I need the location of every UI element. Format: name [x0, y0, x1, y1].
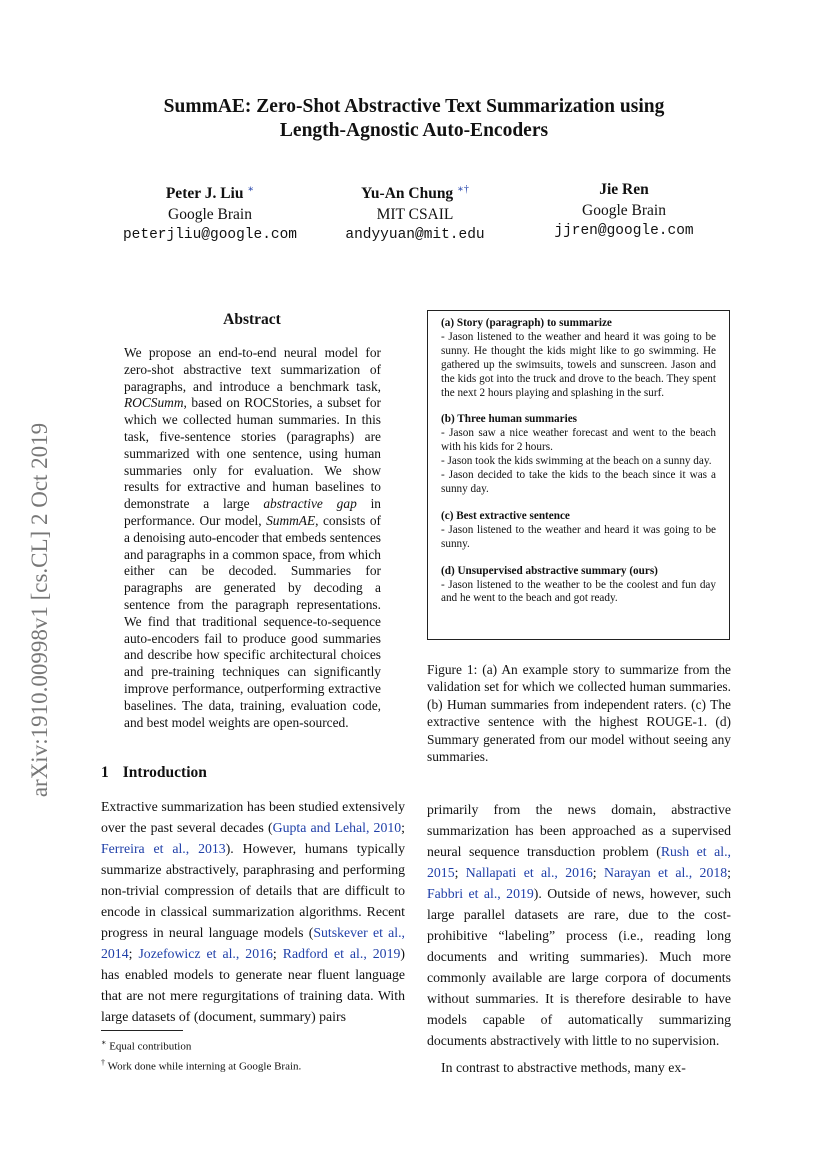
figure-part-c	[441, 510, 716, 552]
author-3	[519, 180, 729, 242]
section-heading-introduction	[101, 764, 207, 782]
citation-link[interactable]: Nallapati et al., 2016	[465, 865, 593, 880]
footnote-rule	[101, 1030, 183, 1031]
author-name: Peter J. Liu	[165, 185, 244, 203]
figure-summary-item: - Jason saw a nice weather forecast and went to the beach with his kids for 2 hours.	[441, 427, 716, 454]
footnote-1: ∗ Equal contribution	[101, 1038, 192, 1053]
figure-part-c-heading: (c) Best extractive sentence	[441, 509, 570, 522]
figure-part-a-text: - Jason listened to the weather and heard it was going to be sunny. He thought the kids might like to go swimming. He gathered up the swimsuits, towels and sunscreen. Jason and the kids got into the truck and drove to the beach. They spent the next 2 hours playing and splashing in the surf.	[441, 330, 716, 399]
figure-part-a	[441, 317, 716, 400]
title-line-2: Length-Agnostic Auto-Encoders	[279, 120, 549, 141]
figure-summary-item: - Jason decided to take the kids to the beach since it was a sunny day.	[441, 469, 716, 495]
author-affiliation: Google Brain	[582, 201, 666, 219]
citation-link[interactable]: Jozefowicz et al., 2016	[138, 946, 273, 961]
arxiv-sidebar	[20, 375, 60, 845]
author-mark: ∗†	[457, 184, 469, 195]
citation-link[interactable]: Sutskever et al., 2014	[101, 925, 406, 961]
intro-paragraph: In contrast to abstractive methods, many ex-	[441, 1060, 686, 1075]
footnote-2: † Work done while interning at Google Brain.	[101, 1057, 302, 1073]
author-email[interactable]: andyyuan@mit.edu	[345, 227, 485, 244]
abstract-body: We propose an end-to-end neural model for zero-shot abstractive text summarization of paragraphs, and introduce a benchmark task, ROCSumm, based on ROCStories, a subset for which we collected human summaries. In this task, five-sentence stories (paragraphs) are summarized with one sentence, using human summaries only for evaluation. We show results for extractive and human baselines to demonstrate a large abstractive gap in performance. Our model, SummAE, consists of a denoising auto-encoder that embeds sentences and paragraphs in a common space, from which either can be decoded. Summaries for paragraphs are generated by decoding a sentence from the paragraph representations. We find that traditional sequence-to-sequence auto-encoders fail to produce good summaries and describe how specific architectural choices and pre-training techniques can significantly improve performance, outperforming extractive baselines. The data, training, evaluation code, and best model weights are open-sourced.	[124, 345, 382, 730]
citation-link[interactable]: Narayan et al., 2018	[603, 865, 728, 880]
paper-title	[0, 95, 828, 143]
figure-part-d-heading: (d) Unsupervised abstractive summary (ours)	[441, 564, 658, 577]
intro-left-column: Extractive summarization has been studied extensively over the past several decades (Gupta and Lehal, 2010; Ferreira et al., 2013). However, humans typically summarize abstractively, paraphrasing and performing non-trivial compression of details that are difficult to encode in classical summarization algorithms. Recent progress in neural language models (Sutskever et al., 2014; Jozefowicz et al., 2016; Radford et al., 2019) has enabled models to generate near fluent language that are not mere regurgitations of training data. With large datasets of (document, summary) pairs	[101, 799, 406, 1024]
intro-right-column	[427, 799, 731, 1078]
section-title: Introduction	[122, 764, 207, 781]
abstract-heading: Abstract	[223, 311, 281, 328]
figure-part-b-heading: (b) Three human summaries	[441, 413, 578, 426]
author-affiliation: Google Brain	[168, 205, 252, 223]
author-email[interactable]: jjren@google.com	[554, 223, 694, 239]
abstract-emphasis: abstractive gap	[263, 496, 357, 512]
figure-summary-item: - Jason took the kids swimming at the beach on a sunny day.	[441, 455, 712, 468]
title-line-1: SummAE: Zero-Shot Abstractive Text Summarization using	[163, 96, 665, 117]
abstract-emphasis: SummAE	[266, 512, 316, 528]
figure-part-b	[441, 413, 716, 496]
author-name: Jie Ren	[599, 181, 649, 198]
author-2	[310, 180, 520, 246]
figure-1-box	[427, 310, 730, 640]
citation-link[interactable]: Ferreira et al., 2013	[101, 841, 226, 856]
intro-paragraph: primarily from the news domain, abstractive summarization has been approached as a supervised neural sequence transduction problem (Rush et al., 2015; Nallapati et al., 2016; Narayan et al., 2018; Fabbri et al., 2019). Outside of news, however, such large parallel datasets are rare, due to the cost-prohibitive “labeling” process (i.e., reading long documents and writing summaries). Much more commonly available are large corpora of documents without summaries. It is therefore desirable to have models capable of automatically summarizing documents abstractively with little to no supervision.	[427, 802, 731, 1048]
figure-part-c-text: - Jason listened to the weather and heard it was going to be sunny.	[441, 523, 716, 550]
section-number: 1	[101, 764, 109, 781]
citation-link[interactable]: Fabbri et al., 2019	[427, 886, 534, 901]
figure-part-a-heading: (a) Story (paragraph) to summarize	[441, 317, 612, 329]
figure-part-d	[441, 565, 716, 607]
figure-part-d-text: - Jason listened to the weather to be the coolest and fun day and he went to the beach and got ready.	[441, 578, 716, 605]
author-name: Yu-An Chung	[361, 185, 454, 203]
author-email[interactable]: peterjliu@google.com	[122, 227, 298, 244]
author-mark: ∗	[247, 184, 255, 195]
figure-1-caption: Figure 1: (a) An example story to summarize from the validation set for which we collected human summaries. (b) Human summaries from independent raters. (c) The extractive sentence with the highest ROUGE-1. (d) Summary generated from our model without seeing any summaries.	[427, 662, 731, 765]
author-1	[105, 180, 315, 246]
arxiv-id: arXiv:1910.00998v1 [cs.CL] 2 Oct 2019	[27, 422, 52, 798]
citation-link[interactable]: Rush et al., 2015	[427, 844, 731, 880]
citation-link[interactable]: Gupta and Lehal, 2010	[272, 820, 402, 835]
footnotes	[101, 1035, 405, 1074]
citation-link[interactable]: Radford et al., 2019	[282, 946, 401, 961]
author-affiliation: MIT CSAIL	[376, 205, 454, 223]
abstract-emphasis: ROCSumm	[124, 395, 184, 411]
